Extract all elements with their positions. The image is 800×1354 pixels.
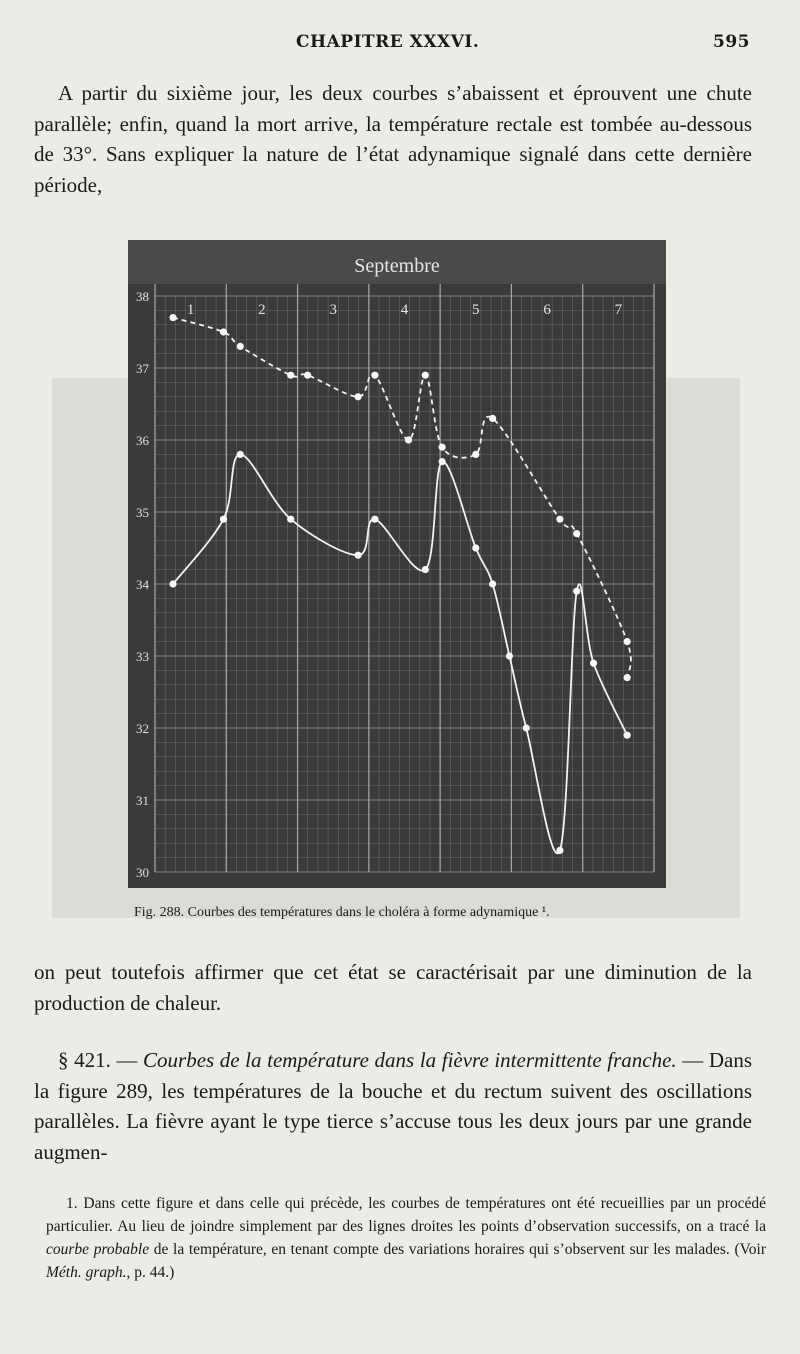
figure-caption: Fig. 288. Courbes des températures dans le choléra à forme adynamique ¹. [134, 905, 550, 920]
data-point [371, 516, 378, 523]
data-point [556, 516, 563, 523]
data-point [439, 444, 446, 451]
day-label: 2 [258, 302, 266, 318]
y-tick-label: 32 [136, 721, 149, 736]
section-number: § 421. — [58, 1048, 144, 1072]
data-point [287, 516, 294, 523]
data-point [287, 372, 294, 379]
day-label: 4 [400, 302, 409, 318]
data-point [624, 732, 631, 739]
y-tick-label: 36 [136, 433, 149, 448]
day-label: 6 [543, 302, 551, 318]
y-tick-label: 38 [136, 289, 149, 304]
data-point [472, 451, 479, 458]
day-label: 3 [329, 302, 337, 318]
data-point [169, 314, 176, 321]
footnote [46, 1192, 766, 1284]
data-point [489, 415, 496, 422]
paragraph-3-text: — Dans la figure 289, les températures de la bouche et du rectum suivent des oscillations parallèles. La fièvre ayant le type tierce s’accuse tous les deux jours par une grande augmen- [34, 1048, 752, 1164]
data-point [556, 847, 563, 854]
footnote-ref-open: (Voir [734, 1241, 767, 1258]
footnote-text-after: de la température, en tenant compte des variations horaires qui s’observent sur les malades. [149, 1241, 730, 1258]
y-tick-label: 31 [136, 793, 149, 808]
data-point [472, 544, 479, 551]
day-label: 5 [472, 302, 480, 318]
data-point [354, 552, 361, 559]
chart-background [128, 240, 666, 888]
data-point [624, 638, 631, 645]
y-tick-label: 33 [136, 649, 149, 664]
footnote-italic: courbe probable [46, 1241, 150, 1258]
data-point [371, 372, 378, 379]
chapter-title: CHAPITRE XXXVI. [296, 32, 480, 52]
data-point [624, 674, 631, 681]
data-point [573, 530, 580, 537]
paragraph-2-text: on peut toutefois affirmer que cet état se caractérisait par une diminution de la production de chaleur. [34, 960, 752, 1015]
data-point [422, 372, 429, 379]
footnote-ref-close: , p. 44.) [126, 1264, 175, 1281]
day-label: 1 [186, 302, 195, 318]
page-number: 595 [713, 32, 750, 52]
data-point [304, 372, 311, 379]
data-point [506, 652, 513, 659]
data-point [489, 580, 496, 587]
data-point [354, 393, 361, 400]
paragraph-2 [34, 957, 752, 1018]
footnote-ref-italic: Méth. graph. [46, 1264, 127, 1281]
data-point [405, 436, 412, 443]
data-point [590, 660, 597, 667]
data-point [220, 516, 227, 523]
paragraph-1-text: A partir du sixième jour, les deux courbes s’abaissent et éprouvent une chute parallèle; enfin, quand la mort arrive, la température rectale est tombée au-dessous de 33°. Sans expliquer la nature de l’état adynamique signalé dans cette dernière période, [34, 81, 752, 197]
paragraph-3 [34, 1045, 752, 1167]
data-point [220, 328, 227, 335]
data-point [237, 451, 244, 458]
y-tick-label: 35 [136, 505, 149, 520]
footnote-text-before: 1. Dans cette figure et dans celle qui précède, les courbes de températures ont été recueillies par un procédé particulier. Au lieu de joindre simplement par des lignes droites les points d’observation successifs, on a tracé la [46, 1195, 766, 1235]
chart-title: Septembre [354, 255, 440, 277]
y-tick-label: 30 [136, 865, 149, 880]
day-label: 7 [614, 302, 623, 318]
data-point [439, 458, 446, 465]
y-tick-label: 34 [136, 577, 149, 592]
section-title: Courbes de la température dans la fièvre intermittente franche. [143, 1048, 677, 1072]
data-point [573, 588, 580, 595]
data-point [422, 566, 429, 573]
y-tick-label: 37 [136, 361, 149, 376]
data-point [237, 343, 244, 350]
data-point [169, 580, 176, 587]
data-point [523, 724, 530, 731]
